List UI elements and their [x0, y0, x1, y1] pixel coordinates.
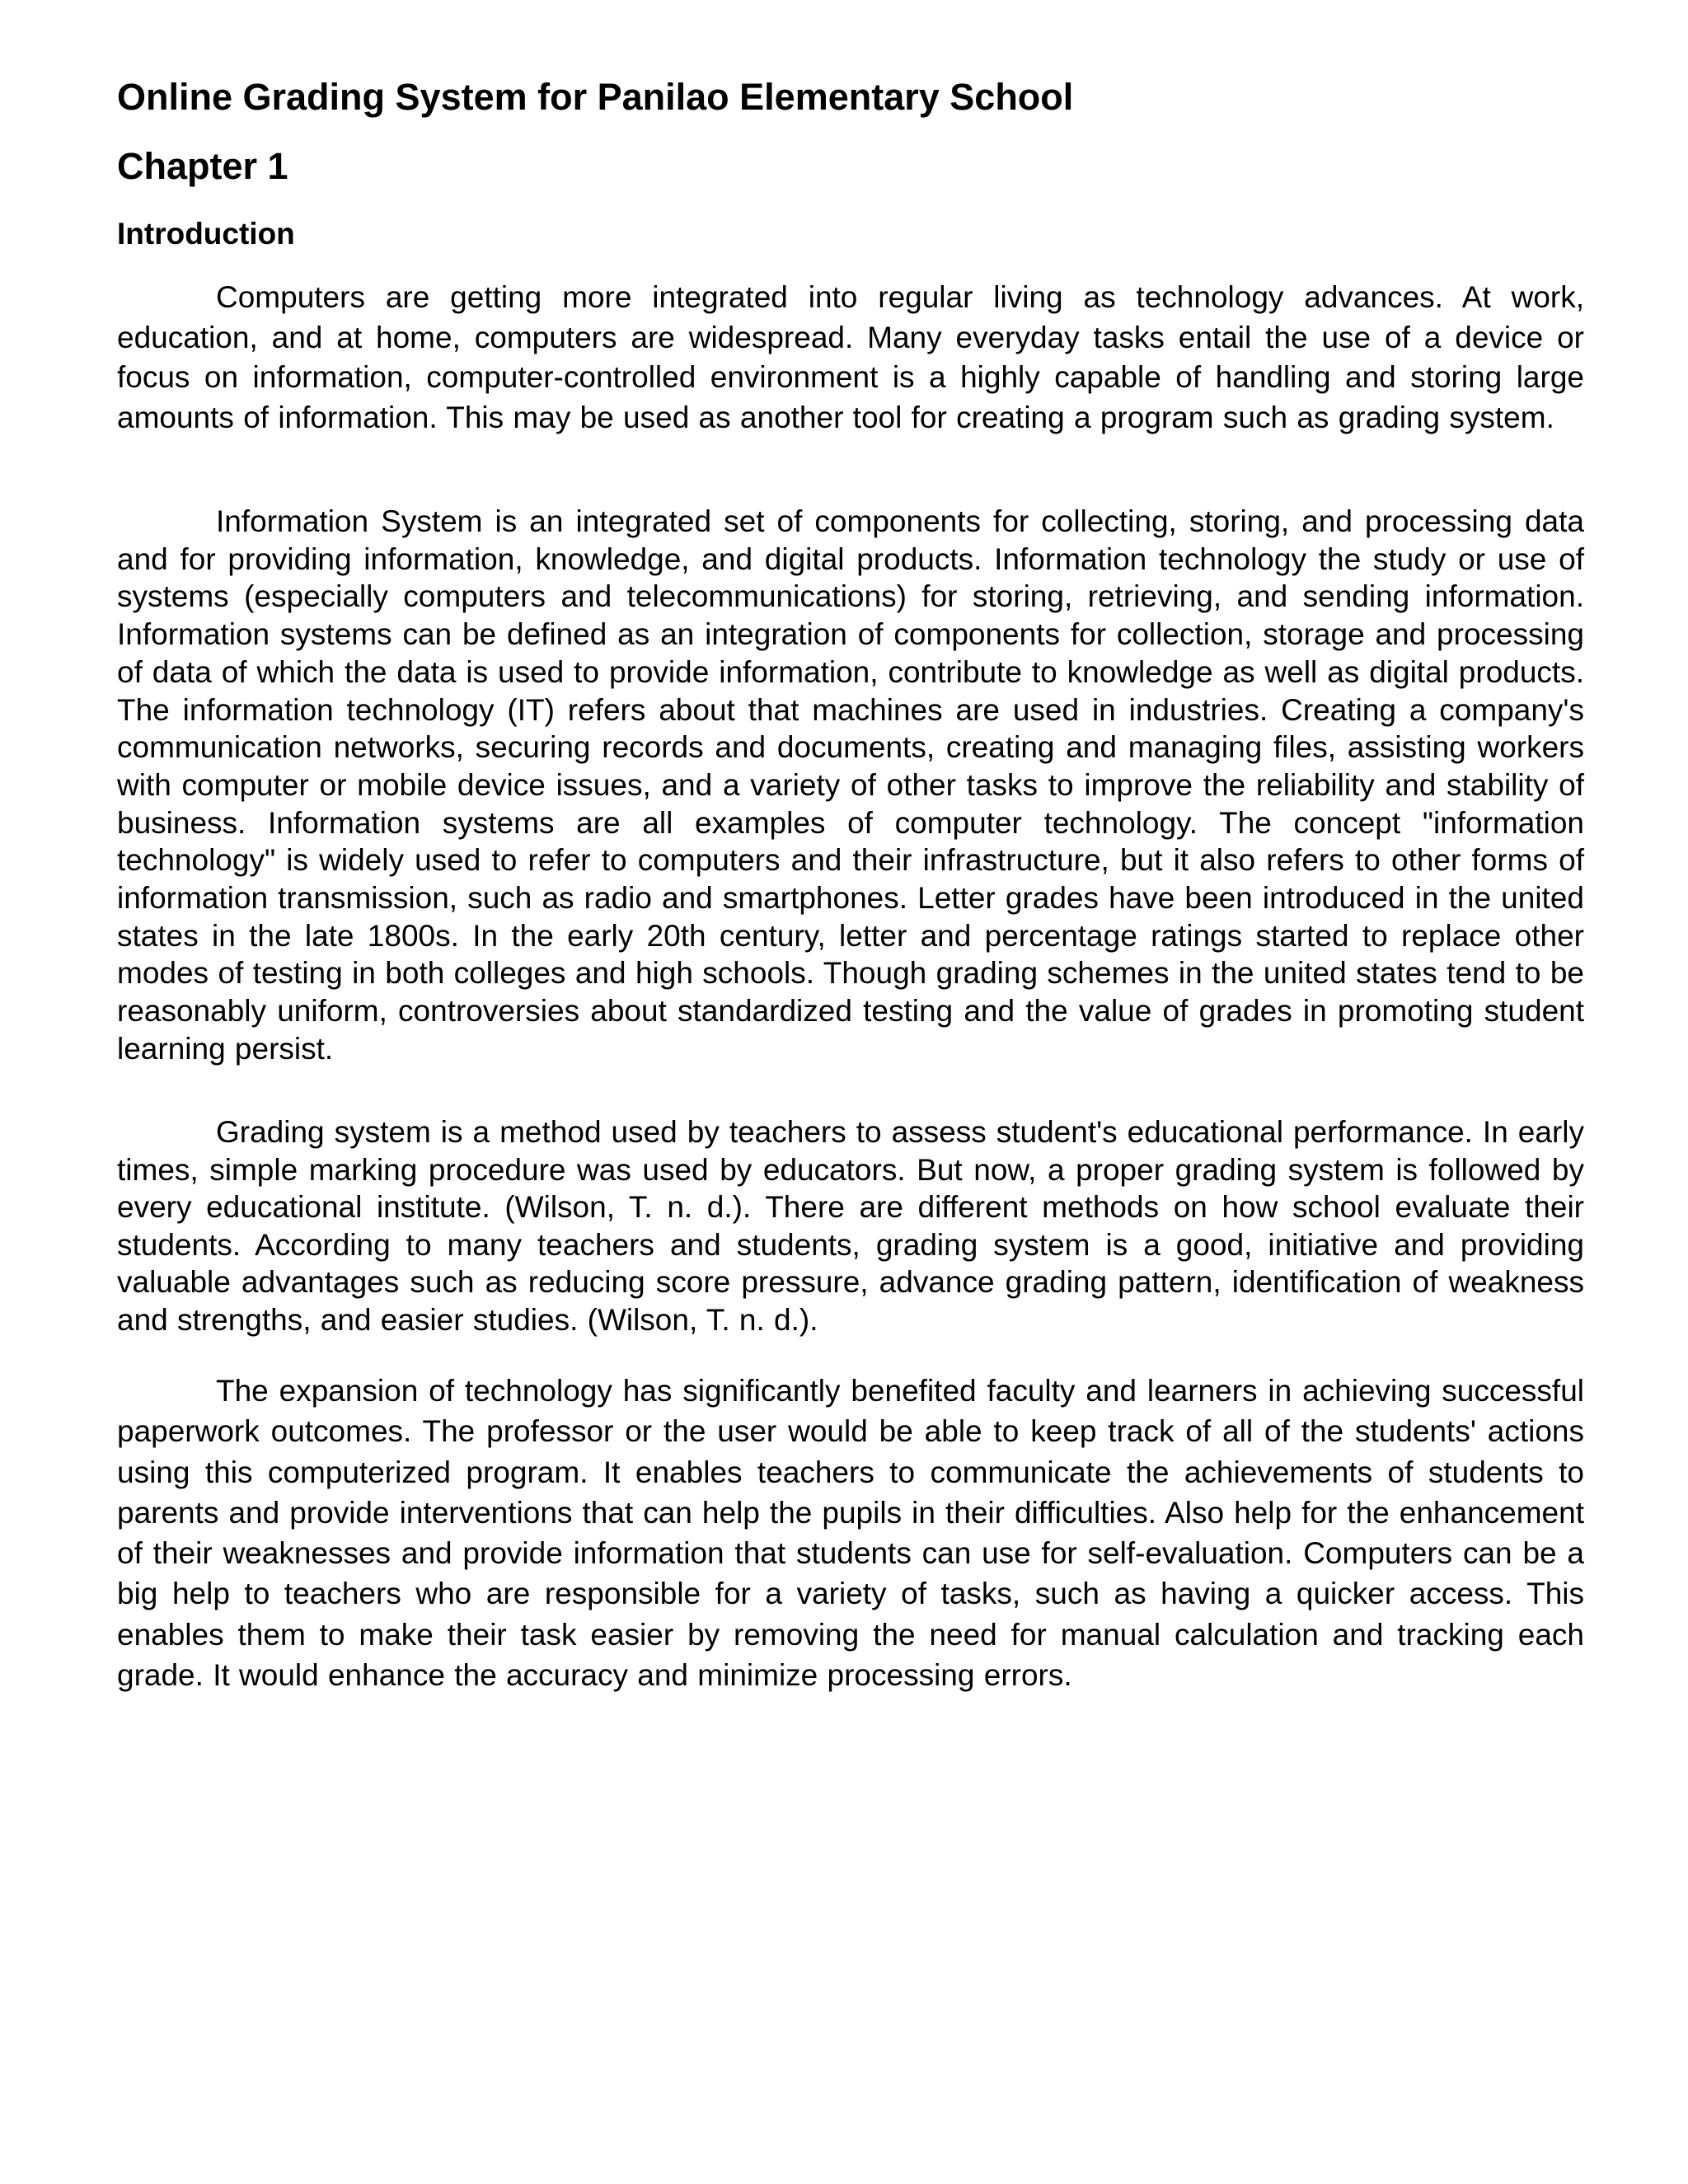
document-title: Online Grading System for Panilao Elementary School — [117, 76, 1074, 118]
section-heading: Introduction — [117, 217, 295, 251]
paragraph-grading-system: Grading system is a method used by teachers to assess student's educational performance. In early times, simple marking procedure was used by educators. But now, a proper grading system is followed by every educational institute. (Wilson, T. n. d.). There are different methods on how school evaluate their students. According to many teachers and students, grading system is a good, initiative and providing valuable advantages such as reducing score pressure, advance grading pattern, identification of weakness and strengths, and easier studies. (Wilson, T. n. d.). — [117, 1115, 1584, 1337]
paragraph-information-system: Information System is an integrated set of components for collecting, storing, and processing data and for providing information, knowledge, and digital products. Information technology the study or use of systems (especially computers and telecommunications) for storing, retrieving, and sending information. Information systems can be defined as an integration of components for collection, storage and processing of data of which the data is used to provide information, contribute to knowledge as well as digital products. The information technology (IT) refers about that machines are used in industries. Creating a company's communication networks, securing records and documents, creating and managing files, assisting workers with computer or mobile device issues, and a variety of other tasks to improve the reliability and stability of business. Information systems are all examples of computer technology. The concept "information technology" is widely used to refer to computers and their infrastructure, but it also refers to other forms of information transmission, such as radio and smartphones. Letter grades have been introduced in the united states in the late 1800s. In the early 20th century, letter and percentage ratings started to replace other modes of testing in both colleges and high schools. Though grading schemes in the united states tend to be reasonably uniform, controversies about standardized testing and the value of grades in promoting student learning persist. — [117, 504, 1584, 1066]
paragraph-technology-expansion: The expansion of technology has significantly benefited faculty and learners in achieving successful paperwork outcomes. The professor or the user would be able to keep track of all of the students' actions using this computerized program. It enables teachers to communicate the achievements of students to parents and provide interventions that can help the pupils in their difficulties. Also help for the enhancement of their weaknesses and provide information that students can use for self-evaluation. Computers can be a big help to teachers who are responsible for a variety of tasks, such as having a quicker access. This enables them to make their task easier by removing the need for manual calculation and tracking each grade. It would enhance the accuracy and minimize processing errors. — [117, 1374, 1584, 1693]
paragraph-computers-integration: Computers are getting more integrated into regular living as technology advances. At work, education, and at home, computers are widespread. Many everyday tasks entail the use of a device or focus on information, computer-controlled environment is a highly capable of handling and storing large amounts of information. This may be used as another tool for creating a program such as grading system. — [117, 280, 1584, 434]
chapter-heading: Chapter 1 — [117, 145, 288, 187]
